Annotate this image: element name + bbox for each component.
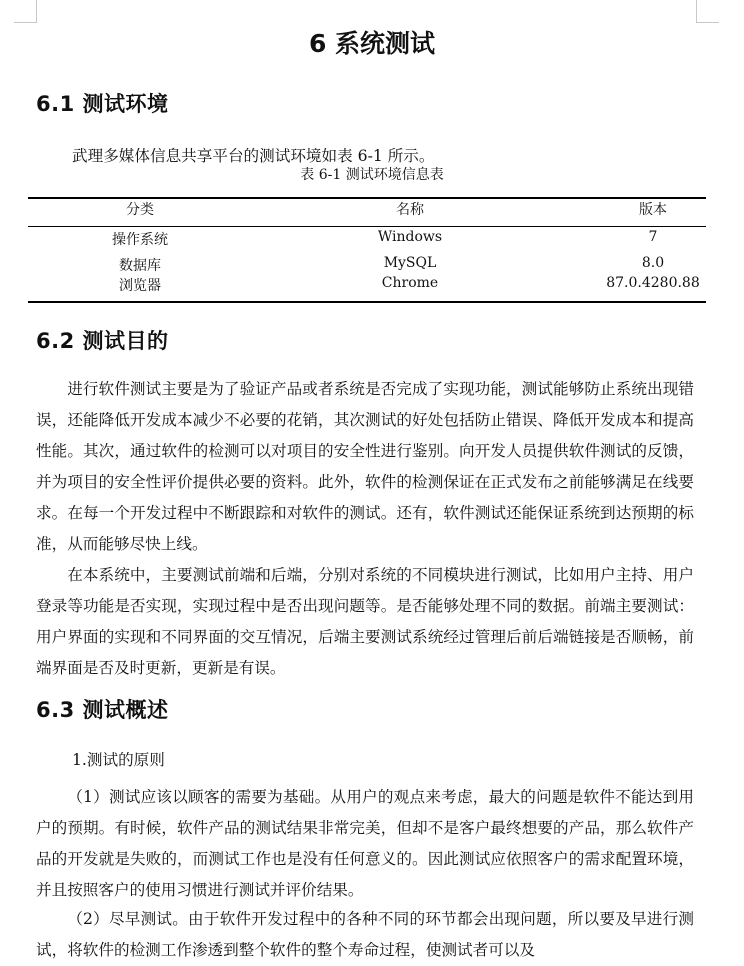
table-header-category: 分类: [126, 202, 154, 218]
principle-paragraph-2: （2）尽早测试。由于软件开发过程中的各种不同的环节都会出现问题，所以要及早进行测试，将软件的检测工作渗透到整个软件的整个寿命过程，使测试者可以及: [36, 910, 694, 959]
table-cell: 数据库: [119, 258, 161, 274]
table-cell: 8.0: [641, 255, 665, 271]
table-bottom-rule: [28, 301, 706, 303]
purpose-paragraph-1: 进行软件测试主要是为了验证产品或者系统是否完成了实现功能，测试能够防止系统出现错误，还能降低开发成本减少不必要的花销，其次测试的好处包括防止错误、降低开发成本和提高性能。其次，通过软件的检测可以对项目的安全性进行鉴别。向开发人员提供软件测试的反馈，并为项目的安全性评价提供必要的资料。此外，软件的检测保证在正式发布之前能够满足在线要求。在每一个开发过程中不断跟踪和对软件的测试。还有，软件测试还能保证系统到达预期的标准，从而能够尽快上线。: [36, 380, 694, 553]
table-cell: 操作系统: [112, 232, 168, 248]
table-header-version: 版本: [639, 202, 667, 218]
table-cell: MySQL: [383, 255, 437, 271]
test-environment-intro: 武理多媒体信息共享平台的测试环境如表 6-1 所示。: [72, 147, 435, 165]
table-cell: Chrome: [381, 275, 439, 291]
table-cell: 87.0.4280.88: [606, 275, 700, 291]
page-corner-mark-right: [696, 0, 719, 23]
purpose-paragraph-2: 在本系统中，主要测试前端和后端，分别对系统的不同模块进行测试，比如用户主持、用户登录等功能是否实现，实现过程中是否出现问题等。是否能够处理不同的数据。前端主要测试：用户界面的实现和不同界面的交互情况，后端主要测试系统经过管理后前后端链接是否顺畅，前端界面是否及时更新，更新是有误。: [36, 566, 694, 677]
table-caption: 表 6-1 测试环境信息表: [300, 167, 444, 183]
principle-paragraph-1: （1）测试应该以顾客的需要为基础。从用户的观点来考虑，最大的问题是软件不能达到用户的预期。有时候，软件产品的测试结果非常完美，但却不是客户最终想要的产品，那么软件产品的开发就是失败的，而测试工作也是没有任何意义的。因此测试应依照客户的需求配置环境，并且按照客户的使用习惯进行测试并评价结果。: [36, 788, 694, 899]
section-heading-test-overview: 6.3 测试概述: [36, 698, 169, 722]
table-header-name: 名称: [396, 202, 424, 218]
page-corner-mark-left: [14, 0, 37, 23]
table-header-rule: [28, 226, 706, 227]
table-cell: Windows: [377, 229, 443, 245]
principle-subheading: 1.测试的原则: [72, 751, 165, 769]
chapter-title: 6 系统测试: [308, 29, 436, 58]
section-heading-test-purpose: 6.2 测试目的: [36, 329, 169, 353]
table-cell: 7: [648, 229, 658, 245]
section-heading-test-environment: 6.1 测试环境: [36, 92, 169, 116]
table-cell: 浏览器: [119, 278, 161, 294]
